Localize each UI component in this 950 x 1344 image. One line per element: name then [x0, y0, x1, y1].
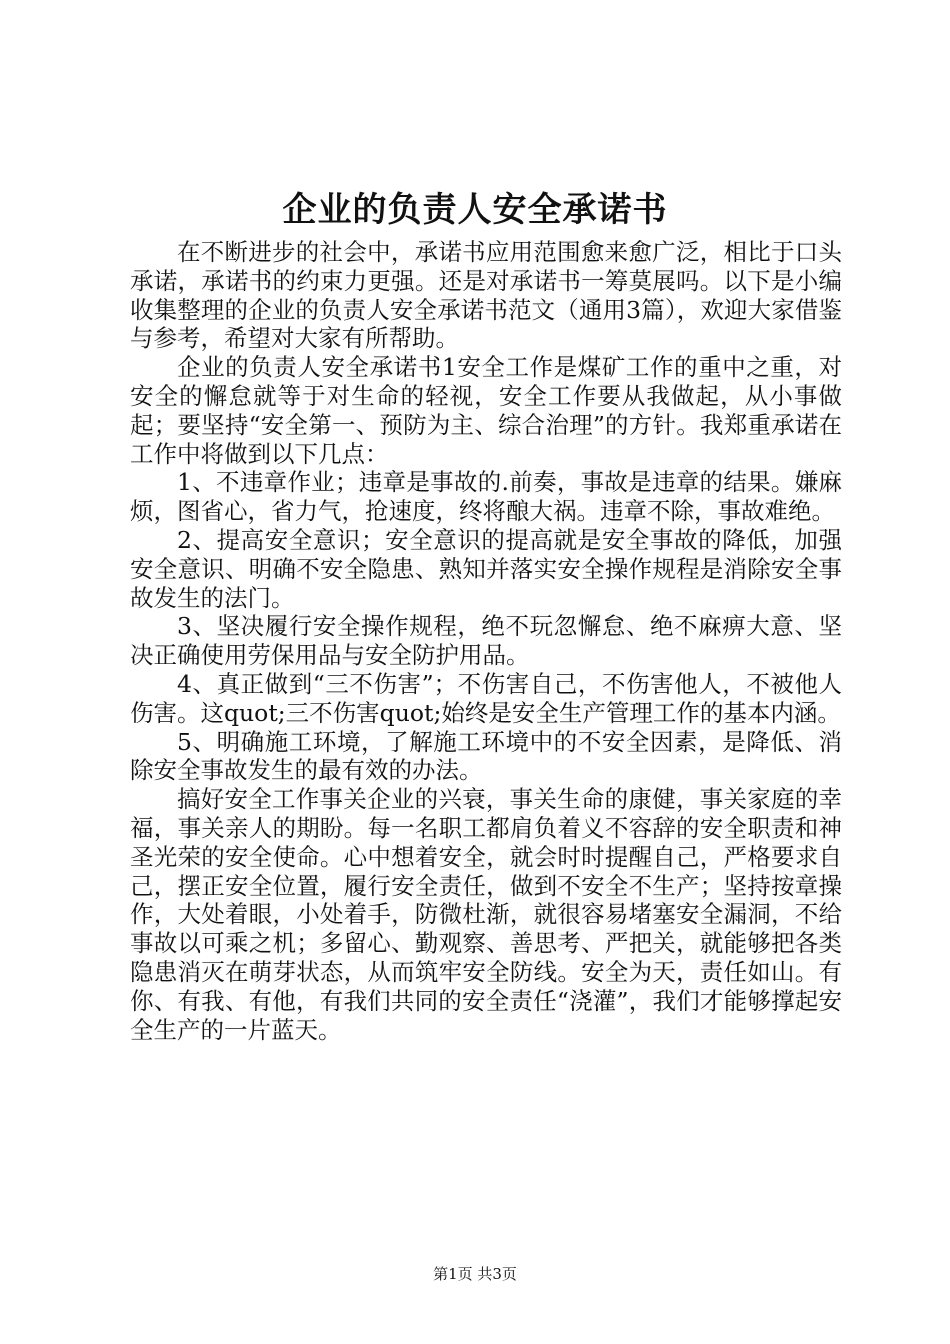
intro-paragraph: 在不断进步的社会中，承诺书应用范围愈来愈广泛，相比于口头承诺，承诺书的约束力更强。还是对承诺书一筹莫展吗。以下是小编收集整理的企业的负责人安全承诺书范文（通用3篇），欢迎大家借鉴与参考，希望对大家有所帮助。	[130, 238, 842, 353]
document-body	[130, 238, 842, 1044]
closing-paragraph: 搞好安全工作事关企业的兴衰，事关生命的康健，事关家庭的幸福，事关亲人的期盼。每一名职工都肩负着义不容辞的安全职责和神圣光荣的安全使命。心中想着安全，就会时时提醒自己，严格要求自己，摆正安全位置，履行安全责任，做到不安全不生产；坚持按章操作，大处着眼，小处着手，防微杜渐，就很容易堵塞安全漏洞，不给事故以可乘之机；多留心、勤观察、善思考、严把关，就能够把各类隐患消灭在萌芽状态，从而筑牢安全防线。安全为天，责任如山。有你、有我、有他，有我们共同的安全责任“浇灌”，我们才能够撑起安全生产的一片蓝天。	[130, 785, 842, 1044]
page-footer: 第1页 共3页	[433, 1265, 517, 1283]
pledge-intro-paragraph: 企业的负责人安全承诺书1安全工作是煤矿工作的重中之重，对安全的懈怠就等于对生命的轻视，安全工作要从我做起，从小事做起；要坚持“安全第一、预防为主、综合治理”的方针。我郑重承诺在工作中将做到以下几点：	[130, 353, 842, 468]
pledge-item-2: 2、提高安全意识；安全意识的提高就是安全事故的降低，加强安全意识、明确不安全隐患、熟知并落实安全操作规程是消除安全事故发生的法门。	[130, 525, 842, 612]
pledge-item-5: 5、明确施工环境，了解施工环境中的不安全因素，是降低、消除安全事故发生的最有效的办法。	[130, 727, 842, 785]
document-title: 企业的负责人安全承诺书	[282, 190, 668, 230]
pledge-item-1: 1、不违章作业；违章是事故的.前奏，事故是违章的结果。嫌麻烦，图省心，省力气，抢速度，终将酿大祸。违章不除，事故难绝。	[130, 468, 842, 526]
pledge-item-3: 3、坚决履行安全操作规程，绝不玩忽懈怠、绝不麻痹大意、坚决正确使用劳保用品与安全防护用品。	[130, 612, 842, 670]
pledge-item-4: 4、真正做到“三不伤害”；不伤害自己，不伤害他人，不被他人伤害。这quot;三不伤害quot;始终是安全生产管理工作的基本内涵。	[130, 669, 842, 727]
